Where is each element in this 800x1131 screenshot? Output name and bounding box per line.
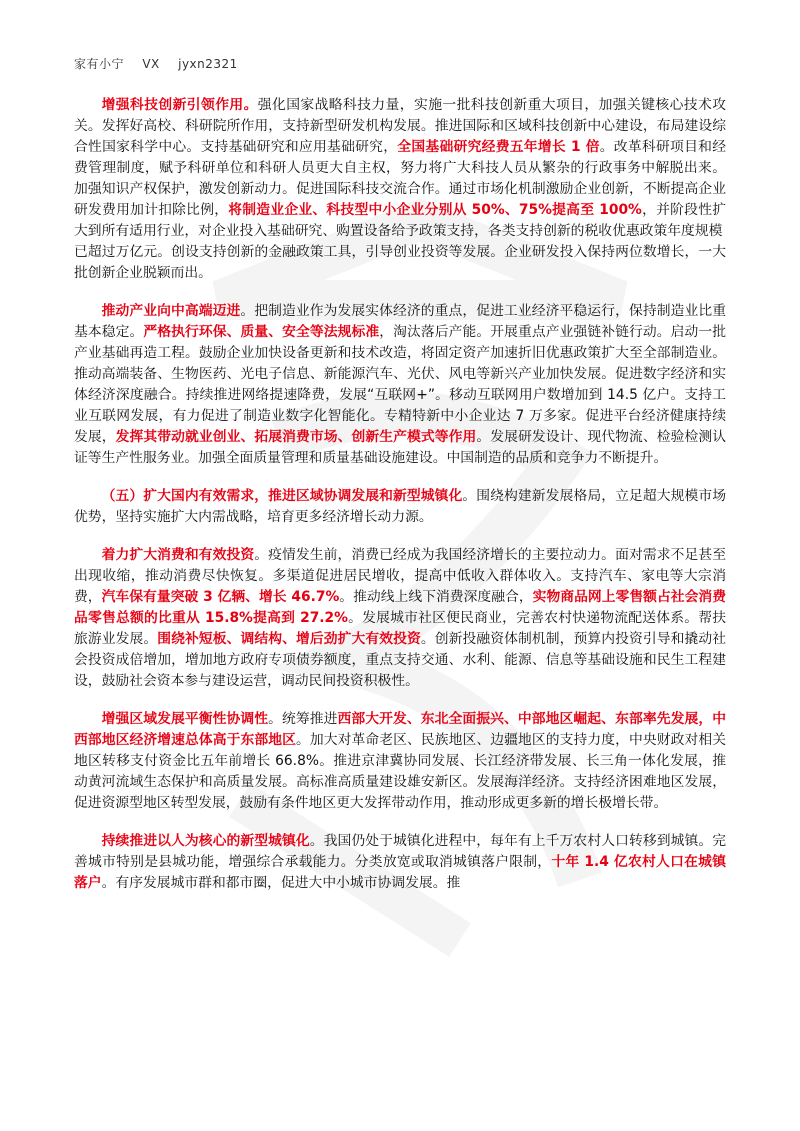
highlight-text: 将制造业企业、科技型中小企业分别从 50%、75%提高至 100% xyxy=(228,202,642,218)
header-vx-label: VX xyxy=(142,57,160,71)
highlight-text: 实物商品网上零售额占社会消费品零售总额的比重从 15.8%提高到 27.2% xyxy=(74,589,727,626)
paragraph-text: 。围绕构建新发展格局，立足超大规模市场优势，坚持实施扩大内需战略，培育更多经济增长动力源。 xyxy=(74,488,727,525)
paragraph-text: 。把制造业作为发展实体经济的重点，促进工业经济平稳运行，保持制造业比重基本稳定。 xyxy=(74,303,727,340)
paragraph-text: 。加大对革命老区、民族地区、边疆地区的支持力度，中央财政对相关地区转移支付资金比五年前增长 66.8%。推进京津冀协同发展、长江经济带发展、长三角一体化发展，推动黄河流域生态保护和高质量发展。高标准高质量建设雄安新区。发展海洋经济。支持经济困难地区发展，促进资源型地区转型发展，鼓励有条件地区更大发挥带动作用，推动形成更多新的增长极增长带。 xyxy=(74,732,726,811)
highlight-text: 严格执行环保、质量、安全等法规标准 xyxy=(143,324,380,340)
paragraph-heading: 增强科技创新引领作用。 xyxy=(101,97,258,113)
highlight-text: 西部大开发、东北全面振兴、中部地区崛起、东部率先发展，中西部地区经济增速总体高于东部地区 xyxy=(74,711,727,748)
header-contact-note xyxy=(74,56,252,72)
highlight-text: 汽车保有量突破 3 亿辆、增长 46.7% xyxy=(101,589,340,605)
header-owner: 家有小宁 xyxy=(74,57,125,71)
highlight-text: 十年 1.4 亿农村人口在城镇落户 xyxy=(74,854,726,891)
paragraph-text: 强化国家战略科技力量，实施一批科技创新重大项目，加强关键核心技术攻关。发挥好高校、科研院所作用，支持新型研发机构发展。推进国际和区域科技创新中心建设，布局建设综合性国家科学中心。支持基础研究和应用基础研究， xyxy=(74,97,726,155)
paragraph-text: 。发展城市社区便民商业，完善农村快递物流配送体系。帮扶旅游业发展。 xyxy=(74,610,726,647)
paragraph-text: 。创新投融资体制机制，预算内投资引导和撬动社会投资成倍增加，增加地方政府专项债券额度，重点支持交通、水利、能源、信息等基础设施和民生工程建设，鼓励社会资本参与建设运营，调动民间投资积极性。 xyxy=(74,631,727,689)
section-heading: （五）扩大国内有效需求，推进区域协调发展和新型城镇化 xyxy=(101,488,463,504)
paragraph-heading: 推动产业向中高端迈进 xyxy=(101,303,241,319)
paragraph-section-five xyxy=(74,486,726,528)
paragraph-text: 。有序发展城市群和都市圈，促进大中小城市协调发展。推 xyxy=(101,875,461,891)
document-body xyxy=(74,95,726,911)
paragraph-consumption-investment xyxy=(74,545,726,692)
paragraph-continuation: 已超过万亿元。创设支持创新的金融政策工具，引导创业投资等发展。企业研发投入保持两位数增长，一大批创新企业脱颖而出。 xyxy=(74,244,726,281)
paragraph-tech-innovation xyxy=(74,95,726,242)
paragraph-text: 。疫情发生前，消费已经成为我国经济增长的主要拉动力。面对需求不足甚至出现收缩，推动消费尽快恢复。多渠道促进居民增收，提高中低收入群体收入。支持汽车、家电等大宗消费， xyxy=(74,547,727,605)
paragraph-industry-upgrade xyxy=(74,301,726,469)
paragraph-text: 。统筹推进 xyxy=(268,711,338,727)
paragraph-heading: 增强区域发展平衡性协调性 xyxy=(101,711,269,727)
highlight-text: 围绕补短板、调结构、增后劲扩大有效投资 xyxy=(157,631,421,647)
paragraph-heading: 持续推进以人为核心的新型城镇化 xyxy=(101,833,310,849)
paragraph-text: 。我国仍处于城镇化进程中，每年有上千万农村人口转移到城镇。完善城市特别是县城功能，增强综合承载能力。分类放宽或取消城镇落户限制， xyxy=(74,833,727,870)
paragraph-regional-development xyxy=(74,709,726,814)
paragraph-urbanization xyxy=(74,831,726,894)
paragraph-text: ，并阶段性扩大到所有适用行业，对企业投入基础研究、购置设备给予政策支持，各类支持创新的税收优惠政策年度规模 xyxy=(74,202,727,239)
paragraph-text: 。改革科研项目和经费管理制度，赋予科研单位和科研人员更大自主权，努力将广大科技人员从繁杂的行政事务中解脱出来。 加强知识产权保护，激发创新动力。促进国际科技交流合作。通过市场化机制激励企业创新，不断提高企业研发费用加计扣除比例， xyxy=(74,139,726,218)
paragraph-text: ，淘汰落后产能。开展重点产业强链补链行动。启动一批产业基础再造工程。鼓励企业加快设备更新和技术改造，将固定资产加速折旧优惠政策扩大至全部制造业。推动高端装备、生物医药、光电子信息、新能源汽车、光伏、风电等新兴产业加快发展。促进数字经济和实体经济深度融合。持续推进网络提速降费，发展“互联网+”。移动互联网用户数增加到 14.5 亿户。支持工业互联网发展，有力促进了制造业数字化智能化。专精特新中小企业达 7 万多家。促进平台经济健康持续发展， xyxy=(74,324,727,445)
header-vx-id: jyxn2321 xyxy=(178,57,238,71)
paragraph-heading: 着力扩大消费和有效投资 xyxy=(101,547,255,563)
paragraph-text: 。推动线上线下消费深度融合， xyxy=(339,589,533,605)
highlight-text: 全国基础研究经费五年增长 1 倍 xyxy=(397,139,600,155)
highlight-text: 发挥其带动就业创业、拓展消费市场、创新生产模式等作用 xyxy=(115,429,477,445)
paragraph-text: 。发展研发设计、现代物流、检验检测认证等生产性服务业。加强全面质量管理和质量基础设施建设。中国制造的品质和竞争力不断提升。 xyxy=(74,429,727,466)
